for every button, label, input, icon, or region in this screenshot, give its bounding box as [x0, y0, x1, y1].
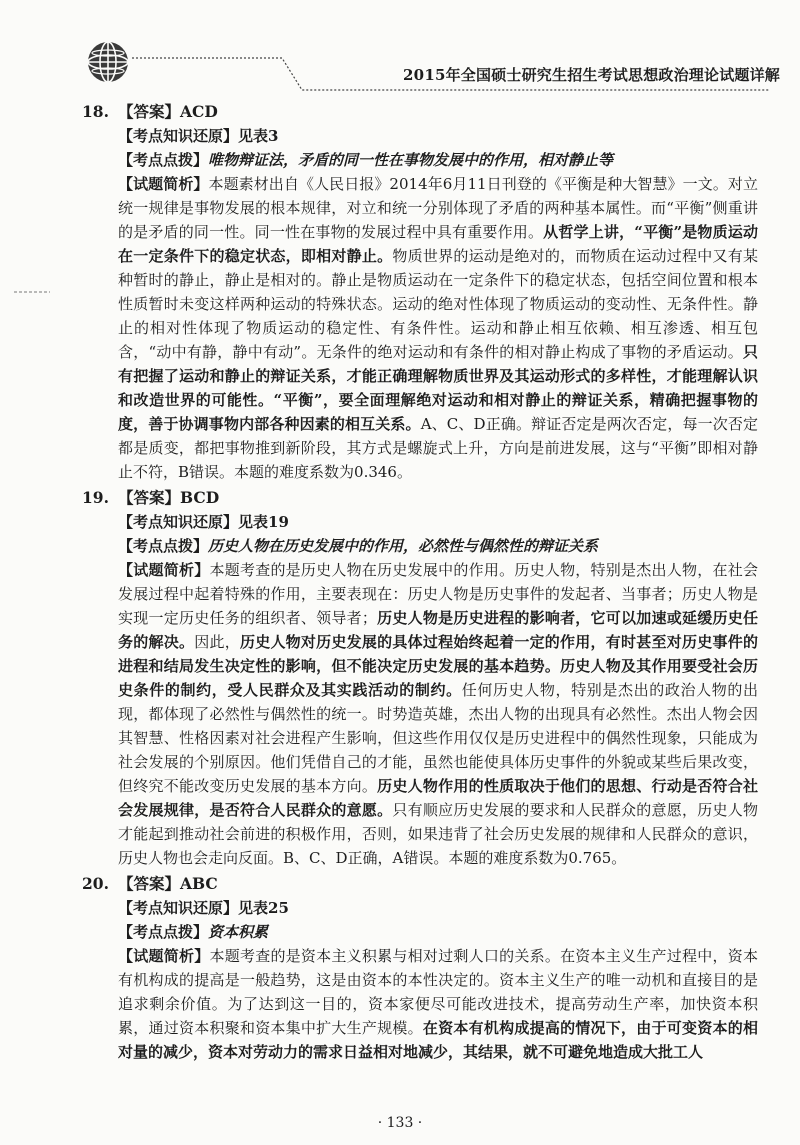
points-line: [82, 148, 758, 172]
points-label: 【考点点拨】: [118, 537, 209, 555]
analysis-paragraph: [82, 172, 758, 484]
analysis-segment: 历史人物作用的性质取决于他们的思想、行动是否符合社会发展规律，是否符合人民群众的意愿。: [118, 777, 758, 819]
question-number: 20.: [82, 874, 109, 893]
analysis-label: 【试题简析】: [118, 175, 209, 193]
analysis-segment: 本题考查的是历史人物在历史发展中的作用。历史人物，特别是杰出人物，在社会发展过程中起着特殊的作用，主要表现在：历史人物是历史事件的发起者、当事者；历史人物是实现一定历史任务的组织者、领导者；: [118, 561, 758, 627]
points-label: 【考点点拨】: [118, 923, 209, 941]
answer-value: ABC: [180, 874, 218, 893]
restore-line: [82, 124, 758, 148]
header-title: 2015年全国硕士研究生招生考试思想政治理论试题详解: [403, 66, 780, 84]
analysis-segment: 只有把握了运动和静止的辩证关系，才能正确理解物质世界及其运动形式的多样性，才能理解认识和改造世界的可能性。“平衡”，要全面理解绝对运动和相对静止的辩证关系，精确把握事物的度，善于协调事物内部各种因素的相互关系。: [118, 343, 758, 433]
question-block: [82, 872, 758, 1064]
analysis-segment: 只有顺应历史发展的要求和人民群众的意愿，历史人物才能起到推动社会前进的积极作用，否则，如果违背了社会历史发展的规律和人民群众的意识，历史人物也会走向反面。B、C、D正确，A错误。本题的难度系数为0.765。: [118, 801, 758, 867]
analysis-label: 【试题简析】: [118, 561, 210, 579]
content: [82, 98, 758, 1064]
restore-label: 【考点知识还原】: [118, 127, 239, 145]
answer-label: 【答案】: [118, 874, 181, 893]
answer-line: [82, 486, 758, 510]
answer-label: 【答案】: [118, 102, 181, 121]
page-number: · 133 ·: [377, 1115, 423, 1131]
question-number: 18.: [82, 102, 109, 121]
analysis-segment: 在资本有机构成提高的情况下，由于可变资本的相对量的减少，资本对劳动力的需求日益相对地减少，其结果，就不可避免地造成大批工人: [118, 1019, 758, 1061]
analysis-segment: 历史人物是历史进程的影响者，它可以加速或延缓历史任务的解决。: [118, 609, 758, 651]
answer-line: [82, 872, 758, 896]
points-value: 历史人物在历史发展中的作用，必然性与偶然性的辩证关系: [208, 537, 599, 555]
analysis-segment: 本题素材出自《人民日报》2014年6月11日刊登的《平衡是种大智慧》一文。对立统一规律是事物发展的根本规律，对立和统一分别体现了矛盾的两种基本属性。而“平衡”侧重讲的是矛盾的同一性。同一性在事物的发展过程中具有重要作用。: [118, 175, 758, 241]
analysis-segment: 从哲学上讲，“平衡”是物质运动在一定条件下的稳定状态，即相对静止。: [118, 223, 758, 265]
points-line: [82, 534, 758, 558]
analysis-segment: 历史人物对历史发展的具体过程始终起着一定的作用，有时甚至对历史事件的进程和结局发生决定性的影响，但不能决定历史发展的基本趋势。历史人物及其作用要受社会历史条件的制约，受人民群众及其实践活动的制约。: [118, 633, 758, 699]
analysis-segment: A、C、D正确。辩证否定是两次否定，每一次否定都是质变，都把事物推到新阶段，其方式是螺旋式上升，方向是前进发展，这与“平衡”即相对静止不符，B错误。本题的难度系数为0.346。: [118, 415, 758, 481]
question-number: 19.: [82, 488, 109, 507]
margin-mark: [14, 290, 50, 294]
restore-value: 见表25: [238, 899, 289, 917]
analysis-paragraph: [82, 558, 758, 870]
analysis-paragraph: [82, 944, 758, 1064]
answer-line: [82, 100, 758, 124]
analysis-label: 【试题简析】: [118, 947, 210, 965]
restore-label: 【考点知识还原】: [118, 513, 239, 531]
answer-label: 【答案】: [118, 488, 181, 507]
question-block: [82, 486, 758, 870]
restore-value: 见表3: [238, 127, 279, 145]
restore-label: 【考点知识还原】: [118, 899, 239, 917]
points-value: 资本积累: [208, 923, 269, 941]
points-label: 【考点点拨】: [118, 151, 209, 169]
points-line: [82, 920, 758, 944]
answer-value: ACD: [180, 102, 218, 121]
restore-line: [82, 510, 758, 534]
restore-line: [82, 896, 758, 920]
globe-logo-icon: [86, 40, 130, 84]
analysis-segment: 物质世界的运动是绝对的，而物质在运动过程中又有某种暂时的静止，静止是相对的。静止是物质运动在一定条件下的稳定状态，包括空间位置和根本性质暂时未变这样两种运动的特殊状态。运动的绝对性体现了物质运动的变动性、无条件性。静止的相对性体现了物质运动的稳定性、有条件性。运动和静止相互依赖、相互渗透、相互包含，“动中有静，静中有动”。无条件的绝对运动和有条件的相对静止构成了事物的矛盾运动。: [118, 247, 758, 361]
analysis-segment: 本题考查的是资本主义积累与相对过剩人口的关系。在资本主义生产过程中，资本有机构成的提高是一般趋势，这是由资本的本性决定的。资本主义生产的唯一动机和直接目的是追求剩余价值。为了达到这一目的，资本家便尽可能改进技术，提高劳动生产率，加快资本积累，通过资本积聚和资本集中扩大生产规模。: [118, 947, 758, 1037]
analysis-segment: 任何历史人物，特别是杰出的政治人物的出现，都体现了必然性与偶然性的统一。时势造英雄，杰出人物的出现具有必然性。杰出人物会因其智慧、性格因素对社会进程产生影响，但这些作用仅仅是历史进程中的偶然性现象，只能成为社会发展的个别原因。他们凭借自己的才能，虽然也能使具体历史事件的外貌或某些后果改变，但终究不能改变历史发展的基本方向。: [118, 681, 758, 795]
analysis-segment: 因此，: [194, 633, 240, 651]
question-block: [82, 100, 758, 484]
points-value: 唯物辩证法，矛盾的同一性在事物发展中的作用，相对静止等: [208, 151, 614, 169]
answer-value: BCD: [180, 488, 220, 507]
restore-value: 见表19: [238, 513, 289, 531]
